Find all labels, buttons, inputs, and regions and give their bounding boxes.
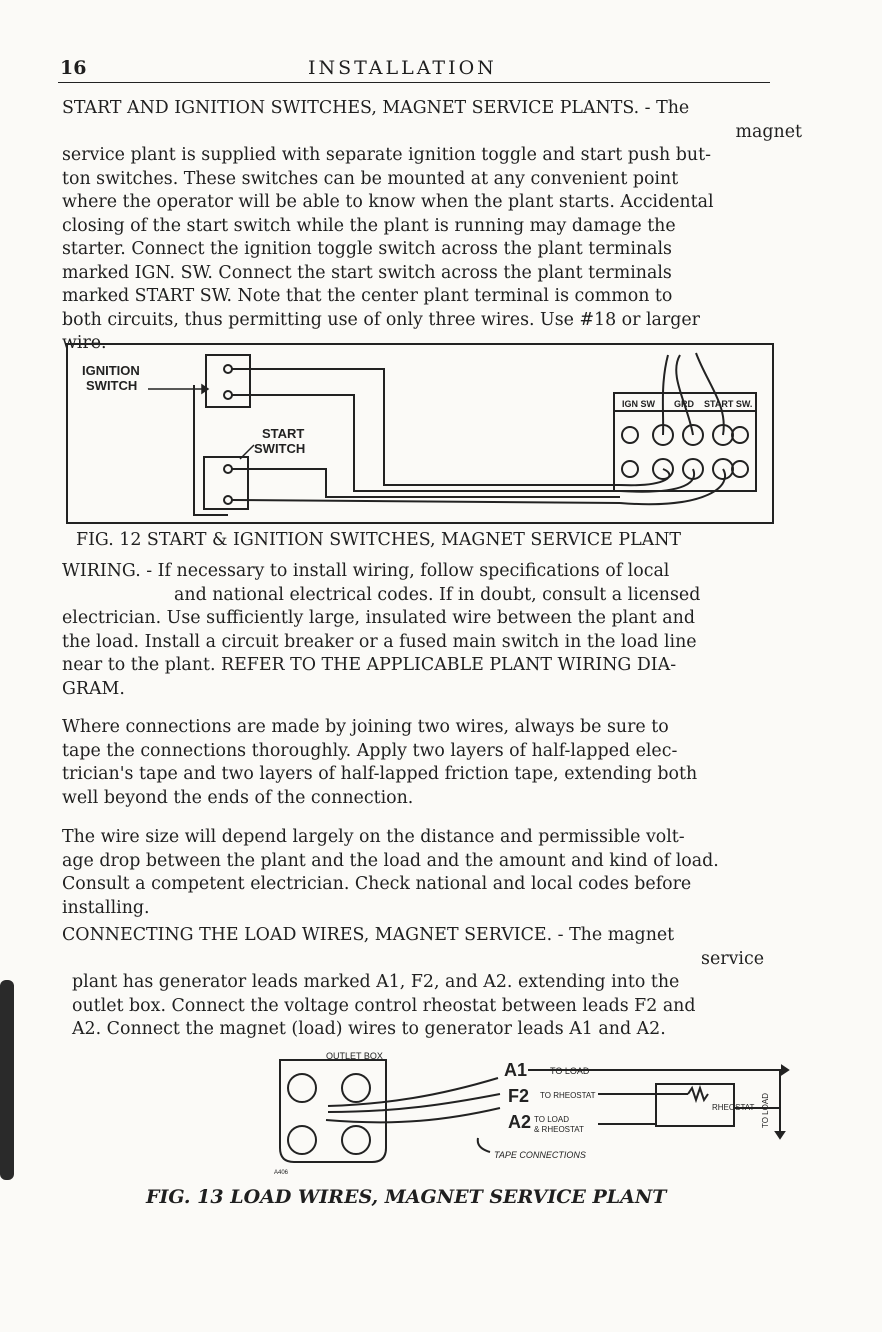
label-grd: GRD <box>674 399 694 409</box>
figure-12-svg <box>68 345 772 522</box>
text-line: The wire size will depend largely on the distance and permissible volt- <box>62 827 685 847</box>
label-to-load-rheostat-1: TO LOAD <box>534 1115 569 1124</box>
start-terminal <box>224 465 232 473</box>
label-to-load-vertical: TO LOAD <box>761 1093 770 1128</box>
text-line: Consult a competent electrician. Check national and local codes before <box>62 874 692 894</box>
section-connections <box>62 716 802 810</box>
label-f2: F2 <box>508 1086 530 1106</box>
text-line: plant has generator leads marked A1, F2, and A2. extending into the <box>72 972 680 992</box>
text-line: WIRING. - If necessary to install wiring, follow specifications of local <box>62 561 670 581</box>
text-line: electrician. Use sufficiently large, insulated wire between the plant and <box>62 608 695 628</box>
label-to-rheostat: TO RHEOSTAT <box>540 1091 596 1100</box>
label-to-load-rheostat-2: & RHEOSTAT <box>534 1125 584 1134</box>
text-line: tape the connections thoroughly. Apply two layers of half-lapped elec- <box>62 740 678 761</box>
text-line: Where connections are made by joining two wires, always be sure to <box>62 717 669 737</box>
figure-13-caption: FIG. 13 LOAD WIRES, MAGNET SERVICE PLANT <box>146 1186 667 1208</box>
figure-13-diagram <box>268 1048 800 1176</box>
text-line: the load. Install a circuit breaker or a fused main switch in the load line <box>62 631 697 652</box>
label-start: START <box>262 426 305 441</box>
label-outlet-box: OUTLET BOX <box>326 1051 383 1061</box>
section-load-wires <box>62 924 802 1042</box>
text-line: starter. Connect the ignition toggle switch across the plant terminals <box>62 239 672 259</box>
label-start-sw: START SW. <box>704 399 753 409</box>
text-line: both circuits, thus permitting use of only three wires. Use #18 or larger <box>62 309 700 330</box>
text-line: and national electrical codes. If in doubt, consult a licensed <box>174 584 701 605</box>
label-a1: A1 <box>504 1060 528 1080</box>
section-wiring <box>62 560 802 701</box>
text-line: START AND IGNITION SWITCHES, MAGNET SERVICE PLANTS. - The <box>62 98 690 118</box>
text-line: magnet <box>735 121 802 142</box>
label-ignition: IGNITION <box>82 363 140 378</box>
text-line: wire. <box>62 333 107 353</box>
label-rheostat: RHEOSTAT <box>712 1103 755 1112</box>
label-to-load: TO LOAD <box>550 1066 590 1076</box>
text-line: outlet box. Connect the voltage control rheostat between leads F2 and <box>72 995 696 1016</box>
text-line: service plant is supplied with separate ignition toggle and start push but- <box>62 145 711 165</box>
text-line: where the operator will be able to know when the plant starts. Accidental <box>62 192 714 212</box>
label-a2: A2 <box>508 1112 532 1132</box>
page-number: 16 <box>60 57 87 79</box>
section-wire-size <box>62 826 802 920</box>
scan-edge-shadow <box>0 980 14 1180</box>
text-line: installing. <box>62 897 150 918</box>
text-line: trician's tape and two layers of half-lapped friction tape, extending both <box>62 764 698 784</box>
text-line: CONNECTING THE LOAD WIRES, MAGNET SERVICE. - The magnet <box>62 925 675 945</box>
figure-12-caption: FIG. 12 START & IGNITION SWITCHES, MAGNET SERVICE PLANT <box>76 530 682 550</box>
text-line: marked IGN. SW. Connect the start switch across the plant terminals <box>62 262 672 283</box>
label-tape-connections: TAPE CONNECTIONS <box>494 1150 586 1160</box>
section-start-ignition <box>62 97 802 356</box>
text-line: service <box>701 948 764 969</box>
ignition-terminal <box>224 365 232 373</box>
text-line: well beyond the ends of the connection. <box>62 787 414 808</box>
label-ign-sw: IGN SW <box>622 399 655 409</box>
text-line: A2. Connect the magnet (load) wires to generator leads A1 and A2. <box>72 1019 666 1039</box>
label-switch: SWITCH <box>86 378 138 393</box>
text-line: age drop between the plant and the load and the amount and kind of load. <box>62 850 719 871</box>
text-line: marked START SW. Note that the center plant terminal is common to <box>62 286 673 306</box>
text-line: ton switches. These switches can be mounted at any convenient point <box>62 168 679 189</box>
text-line: GRAM. <box>62 678 125 699</box>
text-line: near to the plant. REFER TO THE APPLICABLE PLANT WIRING DIA- <box>62 655 677 675</box>
label-start-switch: SWITCH <box>254 441 306 456</box>
header-rule <box>58 82 770 83</box>
page-header-title: INSTALLATION <box>308 57 497 79</box>
label-part-number: A406 <box>274 1170 289 1176</box>
figure-12-diagram <box>66 343 774 524</box>
text-line: closing of the start switch while the plant is running may damage the <box>62 215 676 236</box>
